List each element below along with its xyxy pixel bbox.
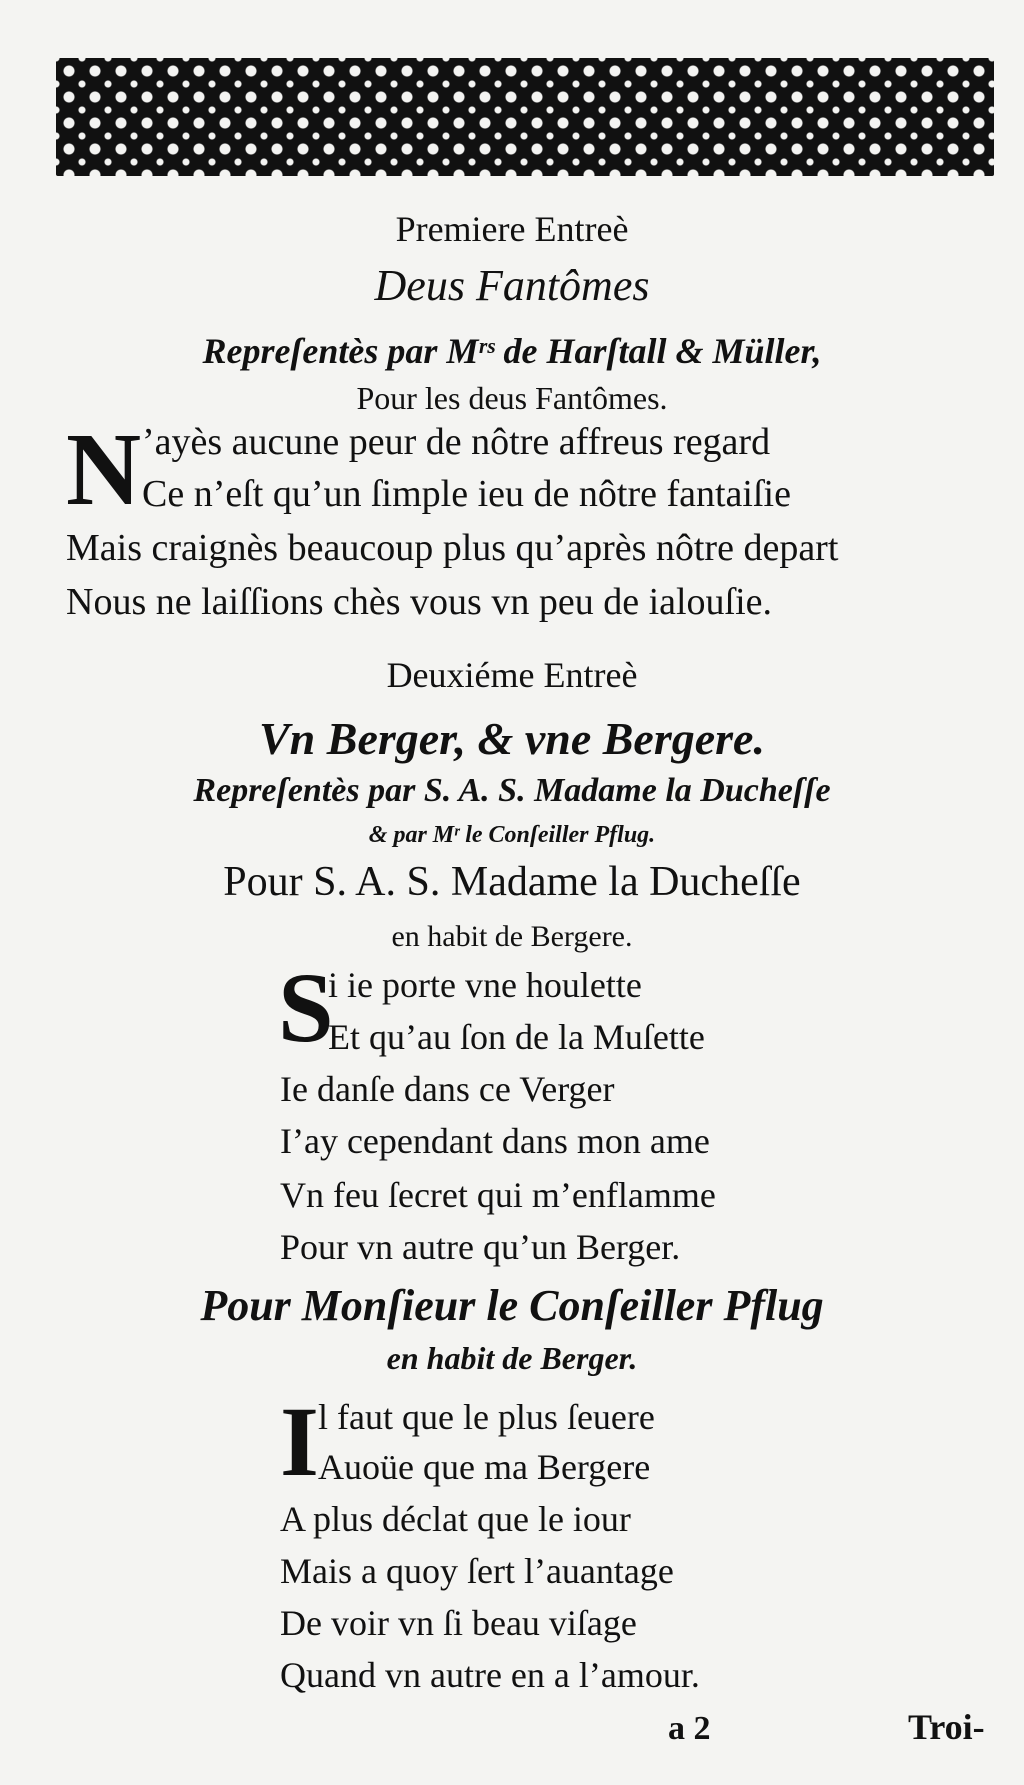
entry2-verse1-4: I’ay cependant dans mon ame <box>280 1121 710 1161</box>
entry2-verse2-4: Mais a quoy ſert l’auantage <box>280 1551 674 1591</box>
entry2-verse2-1: l faut que le plus ſeuere <box>318 1397 655 1437</box>
entry2-role-2: Pour Monſieur le Conſeiller Pflug <box>200 1281 824 1330</box>
entry1-verse-1: ’ayès aucune peur de nôtre affreus regard <box>142 421 771 463</box>
entry1-title: Deus Fantômes <box>374 261 650 310</box>
entry2-verse2-5: De voir vn ſi beau viſage <box>280 1603 637 1643</box>
entry1-verse-4: Nous ne laiſſions chès vous vn peu de ialouſie. <box>66 581 773 623</box>
entry1-cast: Repreſentès par Mʳˢ de Harſtall & Müller, <box>202 331 822 371</box>
entry1-role: Pour les deus Fantômes. <box>356 380 668 416</box>
entry2-role-1-sub: en habit de Bergere. <box>391 920 633 953</box>
entry2-verse1-3: Ie danſe dans ce Verger <box>280 1069 615 1109</box>
entry2-cast-2: & par Mʳ le Conſeiller Pflug. <box>368 822 656 848</box>
entry2-dropcap-2: I <box>280 1386 319 1497</box>
catchword: Troi- <box>908 1707 985 1747</box>
entry2-role-2-sub: en habit de Berger. <box>386 1340 638 1376</box>
decorative-headpiece <box>56 58 994 176</box>
entry2-verse2-2: Auoüe que ma Bergere <box>318 1447 651 1487</box>
entry2-verse1-1: i ie porte vne houlette <box>328 965 642 1005</box>
entry2-verse2-6: Quand vn autre en a l’amour. <box>280 1655 700 1695</box>
entry2-role-1: Pour S. A. S. Madame la Ducheſſe <box>223 859 801 905</box>
entry2-title: Vn Berger, & vne Bergere. <box>259 713 765 764</box>
entry2-verse2-3: A plus déclat que le iour <box>280 1499 631 1539</box>
entry1-verse-2: Ce n’eſt qu’un ſimple ieu de nôtre fantaiſie <box>142 473 791 515</box>
entry2-cast: Repreſentès par S. A. S. Madame la Ducheſſe <box>193 772 831 809</box>
entry2-heading: Deuxiéme Entreè <box>386 655 638 695</box>
signature-mark: a 2 <box>668 1710 711 1747</box>
entry2-verse1-6: Pour vn autre qu’un Berger. <box>280 1227 681 1267</box>
entry1-heading: Premiere Entreè <box>395 209 629 249</box>
entry2-verse1-5: Vn feu ſecret qui m’enflamme <box>280 1175 716 1215</box>
entry2-dropcap-1: S <box>278 952 334 1063</box>
entry1-dropcap: N <box>66 412 142 527</box>
entry1-verse-3: Mais craignès beaucoup plus qu’après nôtre depart <box>66 527 839 569</box>
entry2-verse1-2: Et qu’au ſon de la Muſette <box>328 1017 705 1057</box>
